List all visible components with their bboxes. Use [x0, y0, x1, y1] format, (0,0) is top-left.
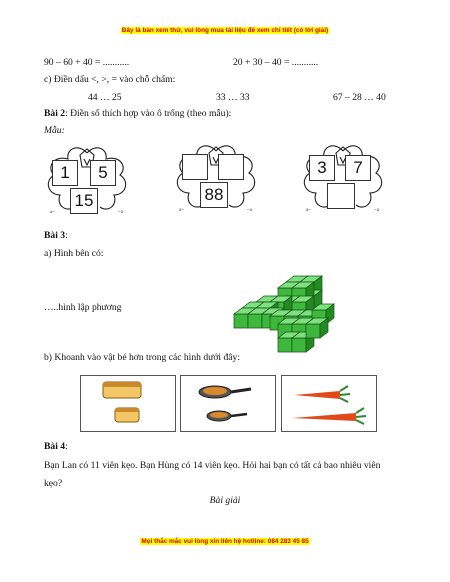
- header-banner: [0, 26, 450, 36]
- bread-icon: [81, 376, 175, 431]
- flower-2-top-right-box: [218, 154, 244, 180]
- flower-3-top-left-number: 3: [317, 158, 327, 177]
- bai4-heading: [44, 441, 68, 453]
- bai3-part-a: a) Hình bên có:: [44, 248, 104, 259]
- bai2-label: Bài 2: [44, 108, 66, 119]
- carrot-box[interactable]: [281, 375, 377, 432]
- svg-text:~a: ~a: [118, 210, 123, 215]
- bai4-problem-line-2: kẹo?: [44, 478, 63, 489]
- footer-banner-text: Mọi thắc mắc vui lòng xin liên hệ hotline: 084 283 45 85: [141, 538, 309, 545]
- compare-item-2: 33 … 33: [216, 92, 250, 103]
- frying-pan-icon: [181, 376, 275, 431]
- bai3-colon: :: [65, 230, 68, 241]
- bread-box[interactable]: [80, 375, 176, 432]
- flower-1-top-left-number: 1: [60, 163, 70, 182]
- solution-label: Bài giải: [209, 495, 241, 506]
- compare-item-1: 44 … 25: [88, 92, 122, 103]
- footer-banner: [0, 537, 450, 547]
- part-c-instruction: c) Điền dấu <, >, = vào chỗ chấm:: [44, 74, 176, 85]
- header-banner-text: Đây là bản xem thử, vui lòng mua tài liệu để xem chi tiết (có lời giải): [121, 27, 329, 34]
- expression-1: 90 – 60 + 40 = ...........: [44, 57, 130, 68]
- carrot-icon: [282, 376, 376, 431]
- flower-1-top-right-number: 5: [98, 163, 108, 182]
- bai4-colon: :: [65, 441, 68, 452]
- bai2-heading: [44, 108, 231, 120]
- flower-3-top-right-number: 7: [353, 158, 363, 177]
- flower-2-bottom-number: 88: [204, 185, 224, 204]
- bai3-heading: [44, 230, 68, 242]
- bai3-answer-a: …..hình lập phương: [44, 302, 122, 313]
- svg-text:a~: a~: [179, 208, 184, 213]
- svg-text:a~: a~: [306, 208, 311, 213]
- bai3-part-b: b) Khoanh vào vật bé hơn trong các hình dưới đây:: [44, 352, 240, 363]
- svg-text:~a: ~a: [374, 208, 379, 213]
- bai4-problem-line-1: Bạn Lan có 11 viên kẹo. Bạn Hùng có 14 viên kẹo. Hỏi hai bạn có tất cả bao nhiêu viên: [44, 460, 381, 471]
- expression-2: 20 + 30 – 40 = ...........: [233, 57, 319, 68]
- flower-1-bottom-number: 15: [74, 191, 94, 210]
- green-cubes-figure: [230, 262, 350, 348]
- flower-3-bottom-box: [327, 183, 355, 209]
- bai2-text: : Điền số thích hợp vào ô trống (theo mẫu):: [65, 108, 232, 119]
- svg-text:~a: ~a: [247, 208, 252, 213]
- frying-pan-box[interactable]: [180, 375, 276, 432]
- bai3-label: Bài 3: [44, 230, 66, 241]
- compare-item-3: 67 – 28 … 40: [333, 92, 386, 103]
- flower-2-top-left-box: [182, 154, 208, 180]
- bai4-label: Bài 4: [44, 441, 66, 452]
- svg-text:a~: a~: [50, 210, 55, 215]
- example-label: Mẫu:: [44, 125, 65, 136]
